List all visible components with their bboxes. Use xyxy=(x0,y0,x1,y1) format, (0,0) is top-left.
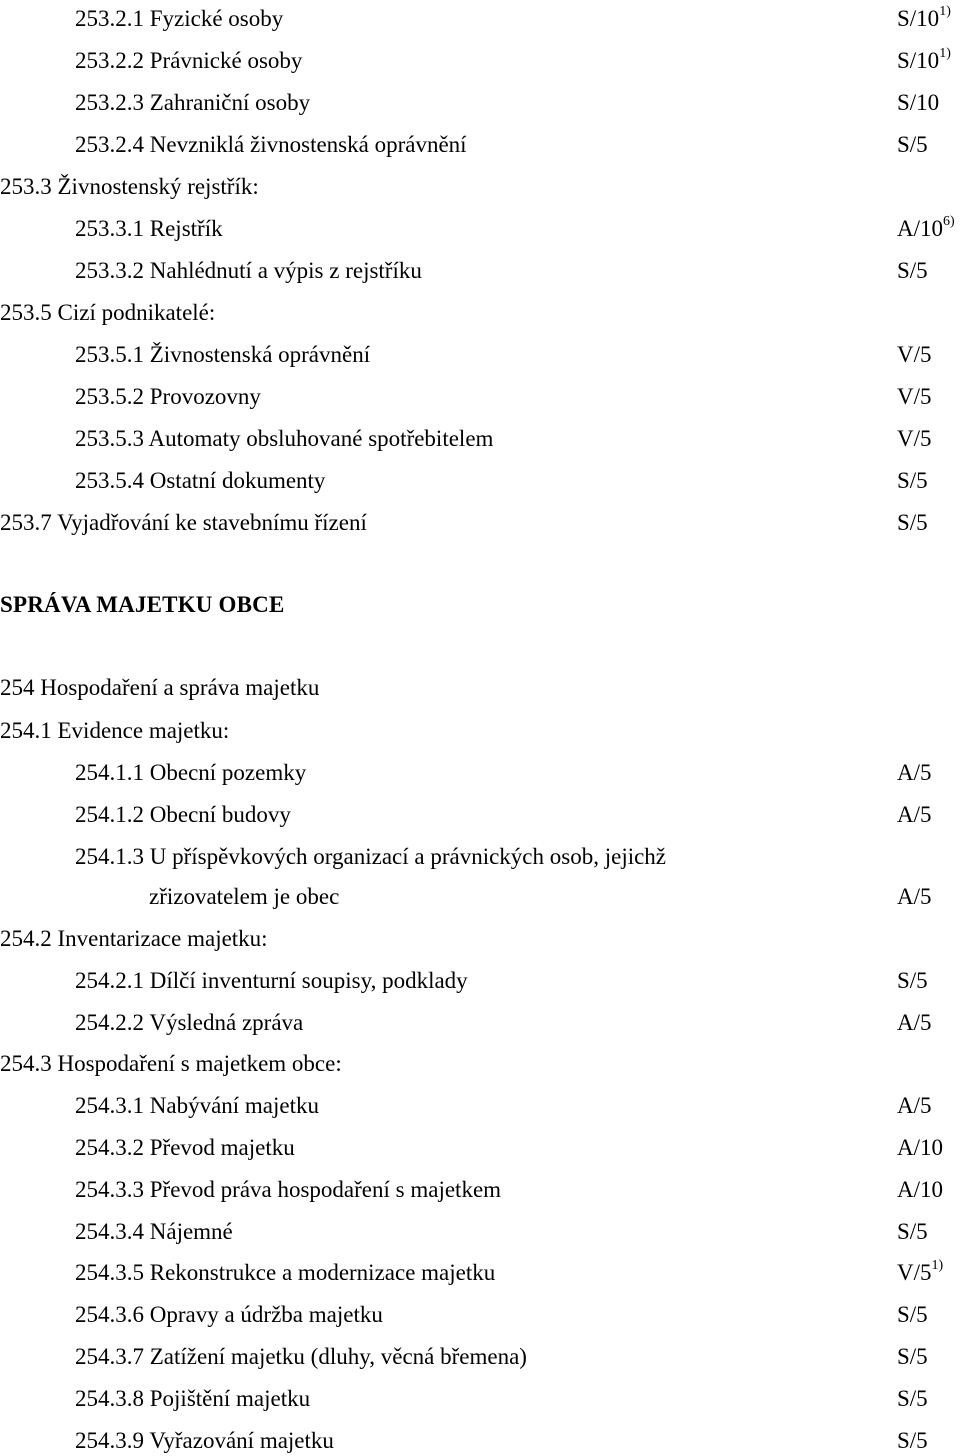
retention-code xyxy=(897,4,951,34)
retention-code xyxy=(897,800,932,830)
retention-code-value: S/5 xyxy=(897,132,928,157)
item-label: 254.3.7 Zatížení majetku (dluhy, věcná břemena) xyxy=(75,1344,527,1369)
retention-code xyxy=(897,508,928,538)
retention-code-value: A/5 xyxy=(897,1010,932,1035)
item-label: 253.2.2 Právnické osoby xyxy=(75,48,303,73)
list-item xyxy=(0,1342,960,1372)
retention-code-value: S/5 xyxy=(897,510,928,535)
list-item xyxy=(0,340,960,370)
list-item xyxy=(0,1175,960,1205)
retention-code-value: S/10 xyxy=(897,48,940,73)
item-label: SPRÁVA MAJETKU OBCE xyxy=(0,592,285,617)
item-label: 254.1.1 Obecní pozemky xyxy=(75,760,307,785)
retention-code xyxy=(897,1217,928,1247)
retention-code-value: S/5 xyxy=(897,968,928,993)
list-item xyxy=(0,508,960,538)
retention-code-value: A/10 xyxy=(897,1177,943,1202)
list-item xyxy=(0,1384,960,1414)
list-item xyxy=(0,800,960,830)
item-label: 253.5.3 Automaty obsluhované spotřebitelem xyxy=(75,426,494,451)
retention-code xyxy=(897,256,928,286)
list-item xyxy=(0,1091,960,1121)
retention-code xyxy=(897,466,928,496)
item-label: 253.3.2 Nahlédnutí a výpis z rejstříku xyxy=(75,258,422,283)
retention-code-value: S/5 xyxy=(897,1386,928,1411)
retention-code xyxy=(897,1258,943,1288)
item-label: 254.3.1 Nabývání majetku xyxy=(75,1093,320,1118)
item-label: 254.2 Inventarizace majetku: xyxy=(0,926,268,951)
item-label: zřizovatelem je obec xyxy=(149,884,340,909)
list-item xyxy=(0,172,960,202)
retention-code-value: A/5 xyxy=(897,760,932,785)
list-item xyxy=(0,842,960,872)
list-item xyxy=(0,1426,960,1456)
list-item xyxy=(0,758,960,788)
footnote-marker: 1) xyxy=(931,1258,944,1274)
retention-code xyxy=(897,882,932,912)
item-label: 253.5.1 Živnostenská oprávnění xyxy=(75,342,371,367)
item-label: 254.3.2 Převod majetku xyxy=(75,1135,295,1160)
retention-code-value: V/5 xyxy=(897,384,932,409)
retention-code-value: A/5 xyxy=(897,1093,932,1118)
list-item xyxy=(0,966,960,996)
item-label: 253.3.1 Rejstřík xyxy=(75,216,223,241)
item-label: 253.5.2 Provozovny xyxy=(75,384,261,409)
retention-code xyxy=(897,1300,928,1330)
item-label: 254.3.5 Rekonstrukce a modernizace majetku xyxy=(75,1260,496,1285)
list-item xyxy=(0,298,960,328)
retention-code xyxy=(897,130,928,160)
retention-code xyxy=(897,1008,932,1038)
list-item xyxy=(0,214,960,244)
item-label: 254.3.3 Převod práva hospodaření s majetkem xyxy=(75,1177,502,1202)
retention-code-value: S/10 xyxy=(897,6,940,31)
item-label: 253.5 Cizí podnikatelé: xyxy=(0,300,216,325)
retention-code-value: S/5 xyxy=(897,1302,928,1327)
item-label: 253.2.4 Nevzniklá živnostenská oprávnění xyxy=(75,132,467,157)
retention-code xyxy=(897,1384,928,1414)
retention-code xyxy=(897,46,951,76)
list-item xyxy=(0,1049,960,1079)
retention-code xyxy=(897,382,932,412)
retention-code xyxy=(897,1133,943,1163)
item-label: 254.1.2 Obecní budovy xyxy=(75,802,291,827)
item-label: 254.3.4 Nájemné xyxy=(75,1219,233,1244)
retention-code-value: S/5 xyxy=(897,1428,928,1453)
retention-code-value: A/5 xyxy=(897,802,932,827)
item-label: 254.2.2 Výsledná zpráva xyxy=(75,1010,304,1035)
item-label: 254.3.9 Vyřazování majetku xyxy=(75,1428,334,1453)
retention-code xyxy=(897,1091,932,1121)
item-label: 254.2.1 Dílčí inventurní soupisy, podklady xyxy=(75,968,468,993)
list-item xyxy=(0,424,960,454)
retention-code-value: S/5 xyxy=(897,468,928,493)
retention-code xyxy=(897,1342,928,1372)
item-label: 254.1.3 U příspěvkových organizací a právnických osob, jejichž xyxy=(75,844,667,869)
item-label: 254.3.8 Pojištění majetku xyxy=(75,1386,311,1411)
item-label: 254 Hospodaření a správa majetku xyxy=(0,675,320,700)
item-label: 253.5.4 Ostatní dokumenty xyxy=(75,468,326,493)
item-label: 253.2.3 Zahraniční osoby xyxy=(75,90,311,115)
list-item xyxy=(0,46,960,76)
retention-code-value: S/5 xyxy=(897,1344,928,1369)
list-item xyxy=(0,882,960,912)
retention-code-value: S/10 xyxy=(897,90,940,115)
retention-code xyxy=(897,88,939,118)
item-label: 254.3 Hospodaření s majetkem obce: xyxy=(0,1051,342,1076)
retention-code-value: S/5 xyxy=(897,1219,928,1244)
retention-code xyxy=(897,966,928,996)
item-label: 254.1 Evidence majetku: xyxy=(0,718,230,743)
retention-code xyxy=(897,1426,928,1456)
retention-code xyxy=(897,424,932,454)
item-label: 253.2.1 Fyzické osoby xyxy=(75,6,284,31)
list-item xyxy=(0,1133,960,1163)
list-item xyxy=(0,1008,960,1038)
retention-code-value: V/5 xyxy=(897,342,932,367)
retention-code-value: A/10 xyxy=(897,216,943,241)
list-item xyxy=(0,673,960,703)
retention-code xyxy=(897,214,955,244)
retention-code-value: S/5 xyxy=(897,258,928,283)
list-item xyxy=(0,466,960,496)
list-item xyxy=(0,4,960,34)
list-item xyxy=(0,256,960,286)
list-item xyxy=(0,1217,960,1247)
footnote-marker: 1) xyxy=(939,46,951,62)
retention-code xyxy=(897,758,932,788)
list-item xyxy=(0,1258,960,1288)
retention-code xyxy=(897,1175,943,1205)
list-item xyxy=(0,1300,960,1330)
footnote-marker: 6) xyxy=(943,214,955,230)
item-label: 254.3.6 Opravy a údržba majetku xyxy=(75,1302,383,1327)
list-item xyxy=(0,382,960,412)
list-item xyxy=(0,88,960,118)
list-item xyxy=(0,130,960,160)
list-item xyxy=(0,716,960,746)
list-item xyxy=(0,924,960,954)
footnote-marker: 1) xyxy=(939,4,951,20)
retention-code-value: V/5 xyxy=(897,1260,932,1285)
item-label: 253.7 Vyjadřování ke stavebnímu řízení xyxy=(0,510,367,535)
retention-code xyxy=(897,340,932,370)
retention-code-value: A/10 xyxy=(897,1135,943,1160)
retention-code-value: A/5 xyxy=(897,884,932,909)
item-label: 253.3 Živnostenský rejstřík: xyxy=(0,174,259,199)
section-heading xyxy=(0,590,960,620)
retention-code-value: V/5 xyxy=(897,426,932,451)
